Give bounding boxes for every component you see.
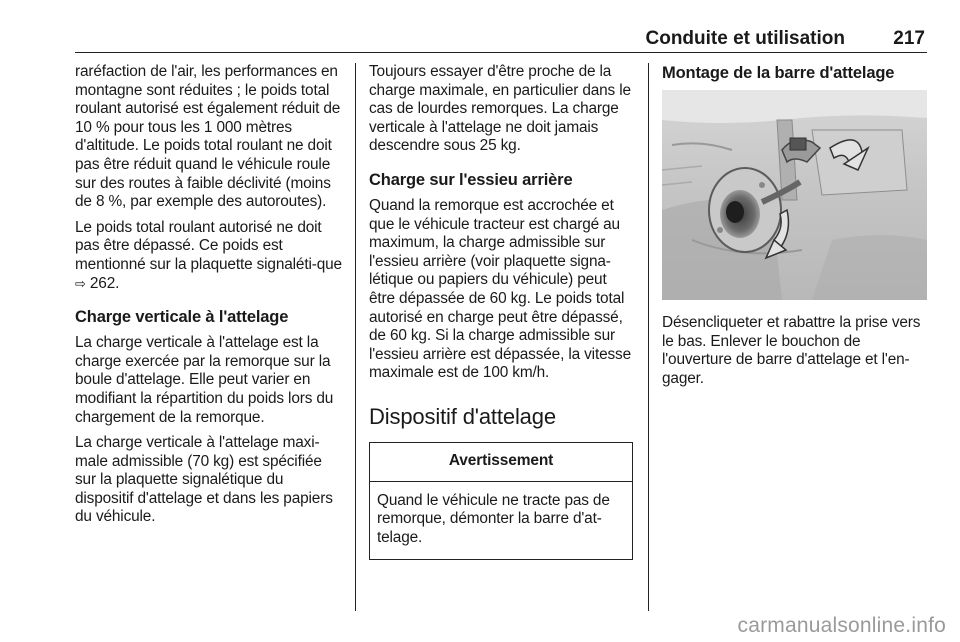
column-divider-right <box>648 63 649 611</box>
watermark: carmanualsonline.info <box>737 614 946 637</box>
paragraph-gross-weight <box>75 219 343 293</box>
paragraph-gross-weight-text: Le poids total roulant autorisé ne doit pas être dépassé. Ce poids est mentionné sur la plaquette signaléti-que <box>75 218 342 273</box>
column-left <box>75 63 343 534</box>
warning-box <box>369 442 633 560</box>
heading-rear-axle-load: Charge sur l'essieu arrière <box>369 170 573 189</box>
warning-title: Avertissement <box>370 443 632 482</box>
heading-vertical-load: Charge verticale à l'attelage <box>75 308 289 327</box>
paragraph-altitude: raréfaction de l'air, les performances en montagne sont réduites ; le poids total roulant autorisé est également réduit de 10 % pour tous les 1 000 mètres d'altitude. Le poids total roulant ne doit pas être réduit quand le véhicule roule sur des routes à faible déclivité (moins de 8 %, par exemple des autoroutes). <box>75 63 341 211</box>
tow-bar-socket-illustration-icon <box>662 90 927 300</box>
paragraph-vertical-load-max: La charge verticale à l'attelage maxi-male admissible (70 kg) est spécifiée sur la plaquette signalétique du dispositif d'attelage et dans les papiers du véhicule. <box>75 434 333 526</box>
paragraph-rear-axle-load: Quand la remorque est accrochée et que le véhicule tracteur est chargé au maximum, la charge admissible sur l'essieu arrière (voir plaquette signa-létique ou papiers du véhicule) peut être dépassée de 60 kg. Le poids total autorisé en charge peut être dépassé, de 60 kg. Si la charge admissible sur l'essieu arrière est dépassée, la vitesse maximale est de 100 km/h. <box>369 196 631 382</box>
page-header <box>75 26 927 53</box>
column-middle <box>369 63 633 560</box>
section-title-towing-device: Dispositif d'attelage <box>369 403 556 429</box>
paragraph-tow-bar-instructions: Désencliqueter et rabattre la prise vers le bas. Enlever le bouchon de l'ouverture de barre d'attelage et l'en-gager. <box>662 314 921 387</box>
column-divider-left <box>355 63 356 611</box>
column-right <box>662 63 927 395</box>
page-number: 217 <box>893 28 925 49</box>
cross-reference-page[interactable]: 262. <box>89 274 120 292</box>
cross-reference-arrow-icon: ⇨ <box>75 275 86 291</box>
heading-tow-bar-mounting: Montage de la barre d'attelage <box>662 64 895 82</box>
page-title: Conduite et utilisation <box>645 28 845 49</box>
paragraph-max-load: Toujours essayer d'être proche de la charge maximale, en particulier dans le cas de lourdes remorques. La charge verticale à l'attelage ne doit jamais descendre sous 25 kg. <box>369 63 631 155</box>
warning-text: Quand le véhicule ne tracte pas de remorque, démonter la barre d'at-telage. <box>377 491 610 546</box>
paragraph-vertical-load-definition: La charge verticale à l'attelage est la charge exercée par la remorque sur la boule d'attelage. Elle peut varier en modifiant la répartition du poids lors du chargement de la remorque. <box>75 334 334 426</box>
